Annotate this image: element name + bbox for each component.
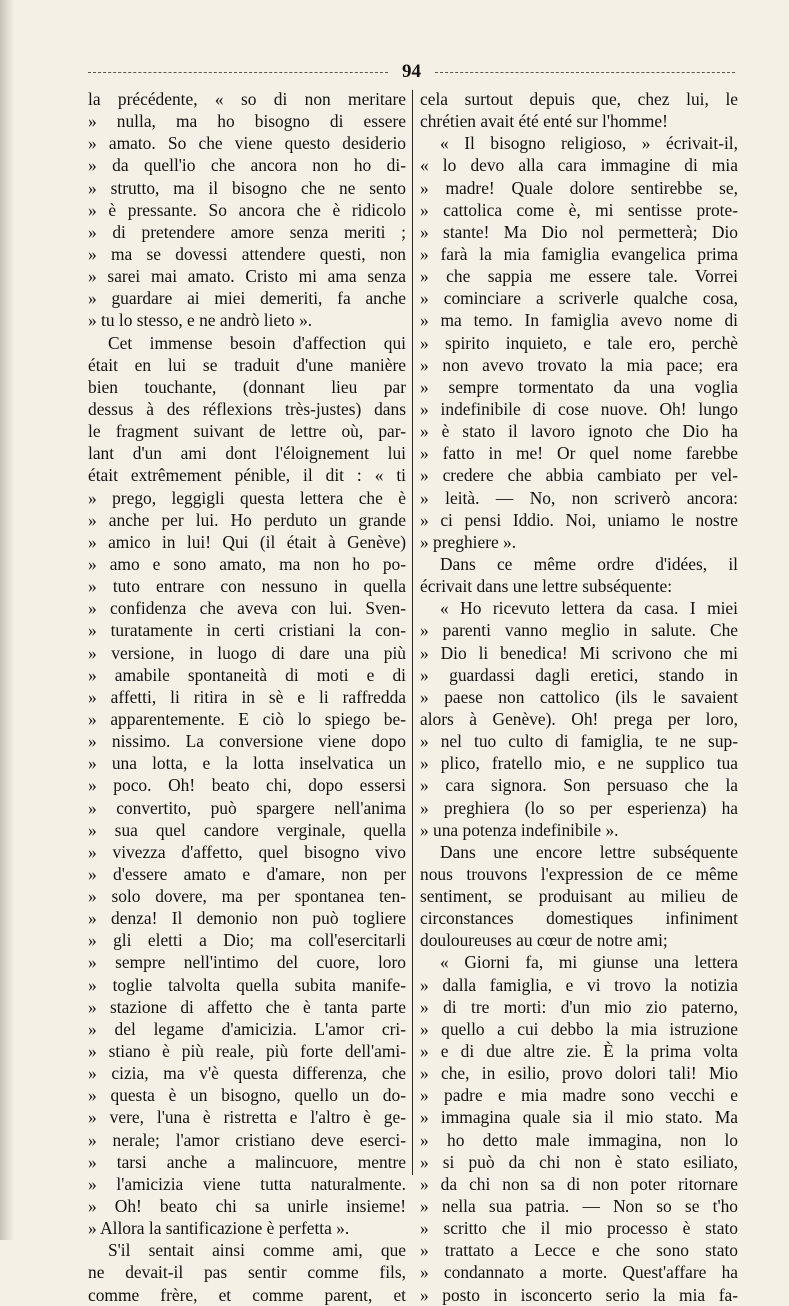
text-line: » solo dovere, ma per spontanea ten- xyxy=(88,886,406,907)
text-line: » farà la mia famiglia evangelica prima xyxy=(420,243,738,264)
text-line: » tarsi anche a malincuore, mentre xyxy=(88,1151,406,1172)
text-line: ne devait-il pas sentir comme fils, xyxy=(88,1262,406,1283)
text-line: cela surtout depuis que, chez lui, le xyxy=(420,89,738,109)
page-header xyxy=(88,60,735,84)
text-line: » vivezza d'affetto, quel bisogno vivo xyxy=(88,841,406,862)
text-line: » affetti, li ritira in sè e li raffredda xyxy=(88,686,406,707)
text-line: » e di due altre zie. È la prima volta xyxy=(420,1041,738,1062)
text-line: » turatamente in certi cristiani la con- xyxy=(88,620,406,641)
text-line: » apparentemente. E ciò lo spiego be- xyxy=(88,708,406,729)
text-line: » madre! Quale dolore sentirebbe se, xyxy=(420,177,738,198)
text-line: » tuto entrare con nessuno in quella xyxy=(88,576,406,597)
text-line: » condannato a morte. Quest'affare ha xyxy=(420,1262,738,1283)
text-line: » quello a cui debbo la mia istruzione xyxy=(420,1018,738,1039)
text-line: » una lotta, e la lotta inselvatica un xyxy=(88,753,406,774)
text-line: lant d'un ami dont l'éloignement lui xyxy=(88,443,406,464)
text-line: nous trouvons l'expression de ce même xyxy=(420,863,738,884)
text-line: » sempre tormentato da una voglia xyxy=(420,376,738,397)
text-line: » cara signora. Son persuaso che la xyxy=(420,775,738,796)
text-line: « Ho ricevuto lettera da casa. I miei xyxy=(440,598,738,619)
text-line: « Giorni fa, mi giunse una lettera xyxy=(440,952,738,973)
text-line: » posto in isconcerto serio la mia fa- xyxy=(420,1284,738,1305)
text-line: » tu lo stesso, e ne andrò lieto ». xyxy=(88,310,313,331)
text-line: » spirito inquieto, e tale ero, perchè xyxy=(420,332,738,353)
text-line: » guardassi dagli eretici, stando in xyxy=(420,664,738,685)
text-line: » Dio li benedica! Mi scrivono che mi xyxy=(420,642,738,663)
text-line: le fragment suivant de lettre où, par- xyxy=(88,421,406,442)
text-line: » parenti vanno meglio in salute. Che xyxy=(420,620,738,641)
text-line: » poco. Oh! beato chi, dopo essersi xyxy=(88,775,406,796)
text-line: » di pretendere amore senza meriti ; xyxy=(88,221,406,242)
text-line: » toglie talvolta quella subita manife- xyxy=(88,974,406,995)
text-line: » cizia, ma v'è questa differenza, che xyxy=(88,1063,406,1084)
text-line: » nella sua patria. — Non so se t'ho xyxy=(420,1196,738,1217)
text-line: sentiment, se produisant au milieu de xyxy=(420,886,738,907)
text-line: » del legame d'amicizia. L'amor cri- xyxy=(88,1018,406,1039)
text-line: dessus à des réflexions très-justes) dans xyxy=(88,398,406,419)
text-line: » scritto che il mio processo è stato xyxy=(420,1218,738,1239)
text-line: » ci pensi Iddio. Noi, uniamo le nostre xyxy=(420,509,738,530)
text-line: écrivait dans une lettre subséquente: xyxy=(420,576,673,597)
text-line: » cominciare a scriverle qualche cosa, xyxy=(420,288,738,309)
text-line: » si può da chi non è stato esiliato, xyxy=(420,1151,738,1172)
text-line: bien touchante, (donnant lieu par xyxy=(88,376,406,397)
right-text-column xyxy=(420,88,738,1306)
text-line: » da chi non sa di non poter ritornare xyxy=(420,1173,738,1194)
text-line: » nulla, ma ho bisogno di essere xyxy=(88,111,406,132)
text-line: » strutto, ma il bisogno che ne sento xyxy=(88,177,406,198)
page-edge-shadow xyxy=(0,0,14,1240)
text-line: » trattato a Lecce e che sono stato xyxy=(420,1240,738,1261)
text-line: « lo devo alla cara immagine di mia xyxy=(420,155,738,176)
text-line: » è pressante. So ancora che è ridicolo xyxy=(88,199,406,220)
text-line: » sarei mai amato. Cristo mi ama senza xyxy=(88,266,406,287)
text-line: » cattolica come è, mi sentisse prote- xyxy=(420,199,738,220)
text-line: » sempre nell'intimo del cuore, loro xyxy=(88,952,406,973)
text-line: » convertito, può spargere nell'anima xyxy=(88,797,406,818)
text-line: était en lui se traduit d'une manière xyxy=(88,354,406,375)
text-line: » credere che abbia cambiato per vel- xyxy=(420,465,738,486)
text-line: était extrêmement pénible, il dit : « ti xyxy=(88,465,406,486)
text-line: S'il sentait ainsi comme ami, que xyxy=(108,1240,406,1261)
left-text-column xyxy=(88,88,406,1306)
text-line: circonstances domestiques infiniment xyxy=(420,908,738,929)
text-line: » stante! Ma Dio nol permetterà; Dio xyxy=(420,221,738,242)
text-line: » è stato il lavoro ignoto che Dio ha xyxy=(420,421,738,442)
text-line: » Allora la santificazione è perfetta ». xyxy=(88,1218,350,1239)
text-line: » che sappia me essere tale. Vorrei xyxy=(420,266,738,287)
text-line: » non avevo trovato la mia pace; era xyxy=(420,354,738,375)
text-line: » paese non cattolico (ils le savaient xyxy=(420,686,738,707)
text-line: » nerale; l'amor cristiano deve eserci- xyxy=(88,1129,406,1150)
text-line: » denza! Il demonio non può togliere xyxy=(88,908,406,929)
text-line: » preghiere ». xyxy=(420,531,517,552)
text-line: » anche per lui. Ho perduto un grande xyxy=(88,509,406,530)
text-line: Dans ce même ordre d'idées, il xyxy=(440,553,738,574)
text-line: » ma se dovessi attendere questi, non xyxy=(88,243,406,264)
text-line: » amico in lui! Qui (il était à Genève) xyxy=(88,531,406,552)
text-line: » vere, l'una è ristretta e l'altro è ge- xyxy=(88,1107,406,1128)
text-line: la précédente, « so di non meritare xyxy=(88,89,406,109)
text-line: » d'essere amato e d'amare, non per xyxy=(88,863,406,884)
text-line: » una potenza indefinibile ». xyxy=(420,819,619,840)
text-line: » ma temo. In famiglia avevo nome di xyxy=(420,310,738,331)
text-line: » immagina quale sia il mio stato. Ma xyxy=(420,1107,738,1128)
text-line: » questa è un bisogno, quello un do- xyxy=(88,1085,406,1106)
text-line: » l'amicizia viene tutta naturalmente. xyxy=(88,1173,406,1194)
column-divider xyxy=(412,90,413,1175)
text-line: » prego, leggigli questa lettera che è xyxy=(88,487,406,508)
text-line: Dans une encore lettre subséquente xyxy=(440,841,738,862)
text-line: » versione, in luogo di dare una più xyxy=(88,642,406,663)
text-line: » confidenza che aveva con lui. Sven- xyxy=(88,598,406,619)
text-line: » nissimo. La conversione viene dopo xyxy=(88,731,406,752)
text-line: » preghiera (lo so per esperienza) ha xyxy=(420,797,738,818)
text-line: » di tre morti: d'un mio zio paterno, xyxy=(420,996,738,1017)
text-line: douloureuses au cœur de notre ami; xyxy=(420,930,668,951)
page-number: 94 xyxy=(402,61,421,82)
text-line: » gli eletti a Dio; ma coll'esercitarli xyxy=(88,930,406,951)
text-line: » leità. — No, non scriverò ancora: xyxy=(420,487,738,508)
header-rule-right xyxy=(435,72,735,73)
text-line: » stiano è più reale, più forte dell'ami- xyxy=(88,1041,406,1062)
text-line: » Oh! beato chi sa unirle insieme! xyxy=(88,1196,406,1217)
text-line: » sua quel candore verginale, quella xyxy=(88,819,406,840)
text-line: » ho detto male immagina, non lo xyxy=(420,1129,738,1150)
text-line: » padre e mia madre sono vecchi e xyxy=(420,1085,738,1106)
text-line: » stazione di affetto che è tanta parte xyxy=(88,996,406,1017)
text-line: » guardare ai miei demeriti, fa anche xyxy=(88,288,406,309)
text-line: comme frère, et comme parent, et xyxy=(88,1284,406,1305)
text-line: Cet immense besoin d'affection qui xyxy=(108,332,406,353)
text-line: chrétien avait été enté sur l'homme! xyxy=(420,111,668,132)
text-line: » amo e sono amato, ma non ho po- xyxy=(88,553,406,574)
text-line: » che, in esilio, provo dolori tali! Mio xyxy=(420,1063,738,1084)
text-line: » fatto in me! Or quel nome farebbe xyxy=(420,443,738,464)
text-line: » nel tuo culto di famiglia, te ne sup- xyxy=(420,731,738,752)
text-line: » plico, fratello mio, e ne supplico tua xyxy=(420,753,738,774)
text-line: » amabile spontaneità di moti e di xyxy=(88,664,406,685)
text-line: » da quell'io che ancora non ho di- xyxy=(88,155,406,176)
text-line: » amato. So che viene questo desiderio xyxy=(88,133,406,154)
text-line: alors à Genève). Oh! prega per loro, xyxy=(420,708,738,729)
text-line: » indefinibile di cose nuove. Oh! lungo xyxy=(420,398,738,419)
text-line: » dalla famiglia, e vi trovo la notizia xyxy=(420,974,738,995)
text-line: « Il bisogno religioso, » écrivait-il, xyxy=(440,133,738,154)
